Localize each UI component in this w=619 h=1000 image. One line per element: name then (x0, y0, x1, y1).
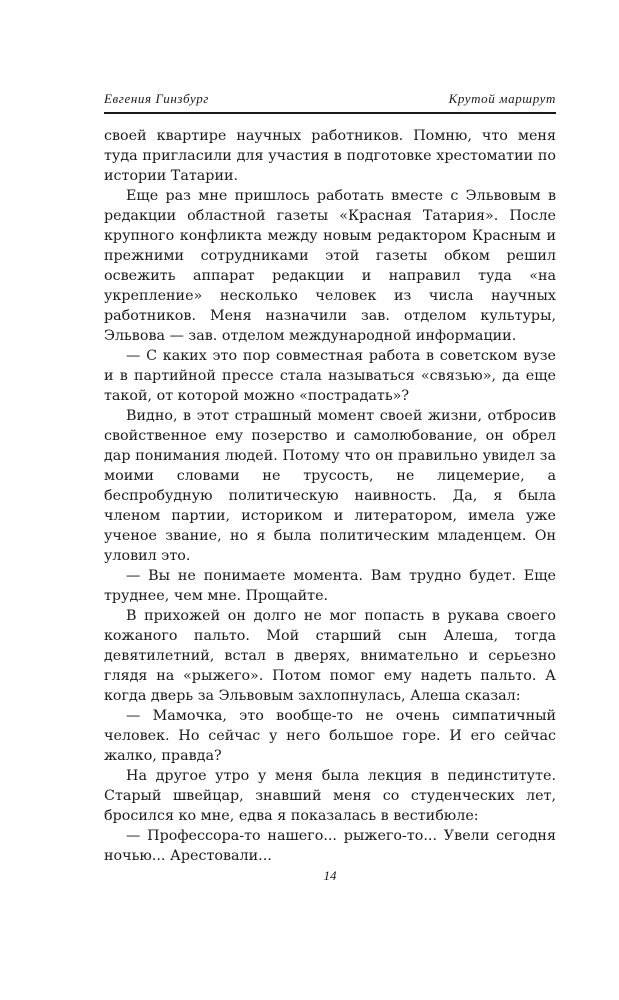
paragraph-3: — С каких это пор совместная работа в советском вузе и в партийной прессе стала называться «связью», да еще такой, от которой можно «пострадать»? (104, 348, 556, 404)
header-author: Евгения Гинзбург (104, 91, 209, 106)
paragraph-7: — Мамочка, это вообще-то не очень симпатичный человек. Но сейчас у него большое горе. И его сейчас жалко, правда? (104, 708, 556, 764)
page-body-text (104, 126, 556, 866)
paragraph-6: В прихожей он долго не мог попасть в рукава своего кожаного пальто. Мой старший сын Алеша, тогда девятилетний, встал в дверях, внимательно и серьезно глядя на «рыжего». Потом помог ему надеть пальто. А когда дверь за Эльвовым захлопнулась, Алеша сказал: (104, 608, 556, 704)
running-header (104, 88, 556, 114)
header-book-title: Крутой маршрут (448, 91, 556, 106)
paragraph-1: своей квартире научных работников. Помню, что меня туда пригласили для участия в подготовке хрестоматии по истории Татарии. (104, 128, 556, 184)
paragraph-2: Еще раз мне пришлось работать вместе с Эльвовым в редакции областной газеты «Красная Татария». После крупного конфликта между новым редактором Красным и прежними сотрудниками этой газеты обком решил освежить аппарат редакции и направил туда «на укрепление» несколько человек из числа научных работников. Меня назначили зав. отделом культуры, Эльвова — зав. отделом международной информации. (104, 188, 556, 344)
paragraph-8: На другое утро у меня была лекция в пединституте. Старый швейцар, знавший меня со студенческих лет, бросился ко мне, едва я показалась в вестибюле: (104, 768, 556, 824)
paragraph-5: — Вы не понимаете момента. Вам трудно будет. Еще труднее, чем мне. Прощайте. (104, 568, 556, 604)
paragraph-9: — Профессора-то нашего... рыжего-то... Увели сегодня ночью... Арестовали... (104, 828, 556, 864)
page-number: 14 (323, 868, 337, 883)
paragraph-4: Видно, в этот страшный момент своей жизни, отбросив свойственное ему позерство и самолюбование, он обрел дар понимания людей. Потому что он правильно увидел за моими словами не трусость, не лицемерие, а беспробудную политическую наивность. Да, я была членом партии, историком и литератором, имела уже ученое звание, но я была политическим младенцем. Он уловил это. (104, 408, 556, 564)
